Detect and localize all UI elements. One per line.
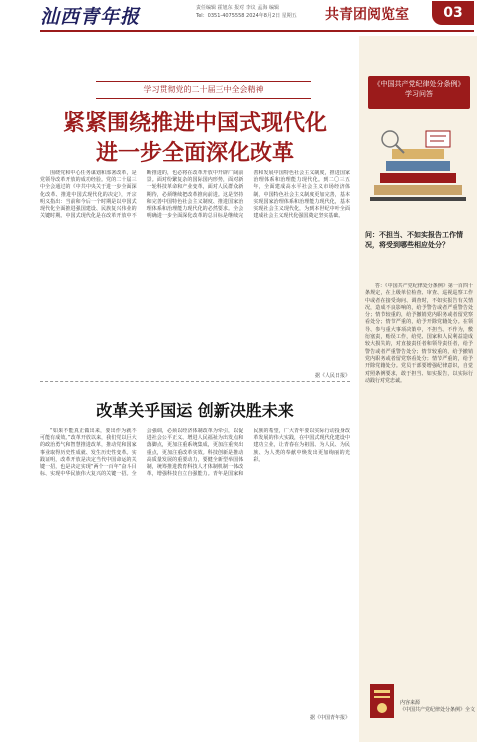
sidebar-answer: 答：《中国共产党纪律处分条例》第一百四十条规定，在上级单位检查、审查、巡视巡察工作中或者在接受询问、调查时，不如实报告有关情况，造成不良影响的，给予警告或者严重警告处分；情节较重的，给予撤销党内职务或者留党察看处分；情节严重的，给予开除党籍处分。在领导、参与重大事项决策中，不担当、不作为，敷衍塞责，贻误工作，给党、国家和人民利益造成较大损失的，对直接责任者和领导责任者，给予警告或者严重警告处分；情节较重的，给予撤销党内职务或者留党察看处分；情节严重的，给予开除党籍处分。党员干部要增强纪律意识，自觉对照条例要求，敢于担当、如实报告，以实际行动践行对党忠诚。 (365, 283, 473, 384)
section-name: 共青团阅览室 (325, 7, 409, 23)
sidebar-question: 问：不担当、不如实报告工作情况，将受到哪些相应处分？ (365, 231, 463, 249)
header-info-line1: 责任编辑 霍旭东 报对 李议 孟海 编辑 (196, 5, 279, 11)
sidebar-caption-line2: 《中国共产党纪律处分条例》全文 (400, 707, 476, 713)
sidebar-caption (400, 700, 475, 714)
masthead: 汕西青年报 (40, 6, 141, 28)
main-article-body: 围绕党和中心任务谋划和部署改革，是党领导改革开放的成功经验。党的二十届三中全会通过的《中共中央关于进一步全面深化改革、推进中国式现代化的决定》，开宗明义指出：当前和今后一个时期是以中国式现代化全面推进强国建设、民族复兴伟业的关键时期。中国式现代化是在改革开放中不断推进的，也必将在改革开放中开辟广阔前景。面对纷繁复杂的国际国内形势，面对新一轮科技革命和产业变革，面对人民群众新期待，必须继续把改革推向前进。这是坚持和完善中国特色社会主义制度、推进国家治理体系和治理能力现代化的必然要求。全会明确进一步全面深化改革的总目标是继续完善和发展中国特色社会主义制度，推进国家治理体系和治理能力现代化。到二〇三五年，全面建成高水平社会主义市场经济体制，中国特色社会主义制度更加完善，基本实现国家治理体系和治理能力现代化，基本实现社会主义现代化，为到本世纪中叶全面建成社会主义现代化强国奠定坚实基础。 (40, 170, 350, 220)
sidebar-caption-line1: 内容来源 (400, 700, 421, 706)
article-divider (40, 381, 350, 382)
second-article-source: 据《中国青年报》 (309, 715, 350, 721)
books-illustration-icon (366, 125, 470, 223)
main-article-source: 据《人民日报》 (314, 373, 350, 379)
second-headline: 改革关乎国运 创新决胜未来 (96, 401, 294, 420)
second-article-body: “如果不能真正做出来，要出作为就不可能有成效。”改革开放以来，我们党以巨大的政治勇气和智慧推进改革，推动党和国家事业取得历史性成就、发生历史性变革。实践证明，改革开放是决定当代中国命运的关键一招，也是决定实现“两个一百年”奋斗目标、实现中华民族伟大复兴的关键一招。全会强调，必须以经济体制改革为牵引，以促进社会公平正义、增进人民福祉为出发点和落脚点，更加注重系统集成，更加注重突出重点，更加注重改革实效。科技创新是推动高质量发展的重要动力，要健全新型举国体制，统筹推进教育科技人才体制机制一体改革，增强科技自立自强能力。青年是国家和民族的希望，广大青年要以实际行动投身改革发展的伟大实践，在中国式现代化建设中建功立业，让青春在为祖国、为人民、为民族、为人类的奉献中焕发出更加绚丽的光彩。 (40, 428, 350, 478)
header-info (196, 4, 304, 20)
page-number: 03 (432, 1, 474, 25)
sidebar-title-line2: 学习问答 (405, 90, 433, 98)
sidebar-title (368, 76, 470, 109)
main-headline-line2: 进一步全面深化改革 (95, 140, 294, 166)
main-headline-line1: 紧紧围绕推进中国式现代化 (62, 110, 327, 136)
article-kicker: 学习贯彻党的二十届三中全会精神 (96, 81, 311, 99)
book-cover-icon (370, 684, 394, 718)
header-info-line2: Tel：0351-4075558 2024年8月2日 星期五 (196, 13, 297, 19)
main-headline (40, 108, 350, 168)
sidebar-title-line1: 《中国共产党纪律处分条例》 (373, 80, 465, 88)
header-rule (40, 30, 474, 32)
